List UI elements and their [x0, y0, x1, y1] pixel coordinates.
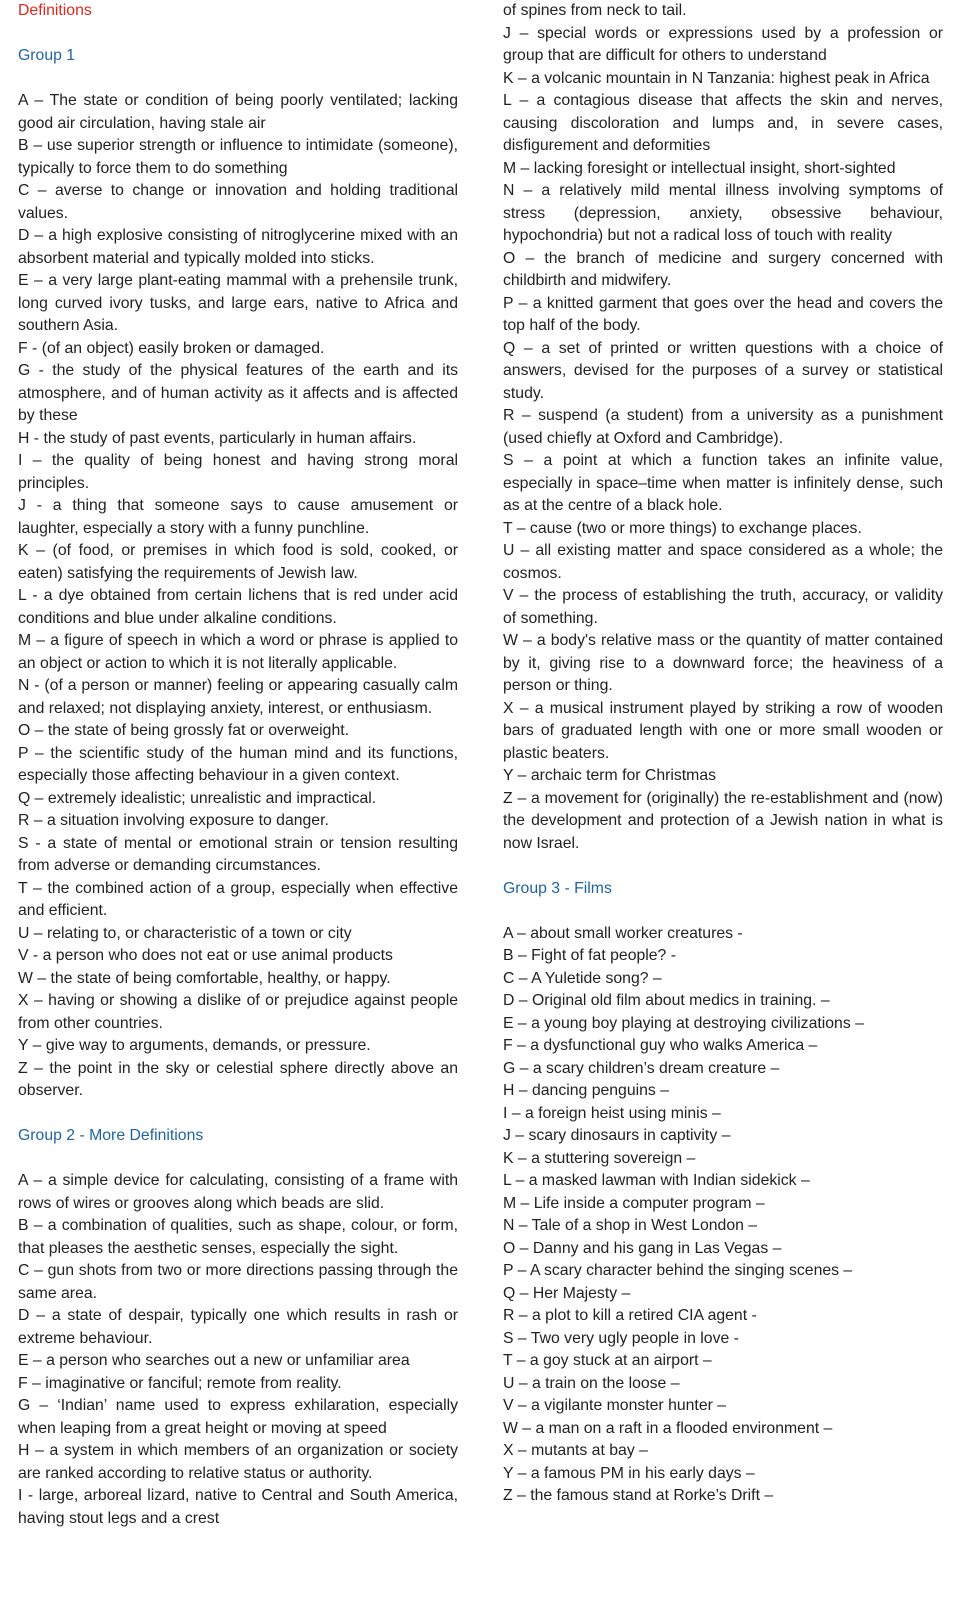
definition-item: Y – give way to arguments, demands, or pressure. [18, 1037, 371, 1054]
film-clue-item: D – Original old film about medics in training. – [503, 992, 830, 1009]
film-clue-item: C – A Yuletide song? – [503, 969, 662, 987]
film-clue-item: P – A scary character behind the singing scenes – [503, 1262, 853, 1279]
film-clue-item: U – a train on the loose – [503, 1374, 680, 1392]
film-clue-item: Q – Her Majesty – [503, 1284, 631, 1302]
definition-item: P – a knitted garment that goes over the head and covers the top half of the body. [503, 294, 943, 334]
definition-item: A – a simple device for calculating, consisting of a frame with rows of wires or grooves along which beads are slid. [18, 1172, 458, 1212]
definition-item: V - a person who does not eat or use animal products [18, 947, 393, 964]
definition-item: K – a volcanic mountain in N Tanzania: highest peak in Africa [503, 69, 930, 87]
definition-item: V – the process of establishing the truth, accuracy, or validity of something. [503, 587, 943, 627]
film-clue-item: V – a vigilante monster hunter – [503, 1397, 727, 1414]
film-clue-item: A – about small worker creatures - [503, 924, 743, 942]
definition-item: G - the study of the physical features of the earth and its atmosphere, and of human activity as it affects and is affected by these [18, 362, 458, 424]
group-3-heading: Group 3 - Films [503, 879, 612, 897]
left-column [18, 0, 458, 1530]
definition-item: N – a relatively mild mental illness involving symptoms of stress (depression, anxiety, obsessive behaviour, hypochondria) but not a radical loss of touch with reality [503, 182, 943, 244]
definition-item: E – a person who searches out a new or unfamiliar area [18, 1352, 410, 1369]
definition-item: G – ‘Indian’ name used to express exhilaration, especially when leaping from a great height or moving at speed [18, 1397, 458, 1437]
right-column [503, 0, 943, 1508]
definition-item: U – relating to, or characteristic of a town or city [18, 924, 352, 942]
group-3-films [503, 923, 943, 1508]
definition-item: B – use superior strength or influence to intimidate (someone), typically to force them to do something [18, 137, 458, 177]
definition-item: Q – extremely idealistic; unrealistic and impractical. [18, 789, 377, 807]
group-2-definitions-right [503, 23, 943, 856]
group-1-heading: Group 1 [18, 47, 76, 64]
definition-item: I – the quality of being honest and having strong moral principles. [18, 452, 458, 492]
definition-item: M – a figure of speech in which a word or phrase is applied to an object or action to which it is not literally applicable. [18, 632, 458, 672]
film-clue-item: M – Life inside a computer program – [503, 1194, 765, 1212]
film-clue-item: H – dancing penguins – [503, 1082, 669, 1099]
definition-item: M – lacking foresight or intellectual insight, short-sighted [503, 159, 896, 177]
definition-item: R – a situation involving exposure to danger. [18, 812, 329, 829]
film-clue-item: I – a foreign heist using minis – [503, 1104, 721, 1122]
group-2-heading: Group 2 - More Definitions [18, 1127, 204, 1144]
definition-item: W – the state of being comfortable, healthy, or happy. [18, 969, 391, 987]
film-clue-item: X – mutants at bay – [503, 1442, 648, 1459]
film-clue-item: G – a scary children’s dream creature – [503, 1059, 780, 1077]
definition-item: T – the combined action of a group, especially when effective and efficient. [18, 879, 458, 919]
definition-item: X – having or showing a dislike of or prejudice against people from other countries. [18, 992, 458, 1032]
definition-item: I - large, arboreal lizard, native to Central and South America, having stout legs and a crest [18, 1487, 458, 1527]
definition-item: K – (of food, or premises in which food is sold, cooked, or eaten) satisfying the requirements of Jewish law. [18, 542, 458, 582]
film-clue-item: O – Danny and his gang in Las Vegas – [503, 1239, 782, 1257]
definition-item: Z – a movement for (originally) the re-establishment and (now) the development and protection of a Jewish nation in what is now Israel. [503, 789, 943, 852]
definition-item: S – a point at which a function takes an infinite value, especially in space–time when matter is infinitely dense, such as at the centre of a black hole. [503, 452, 943, 514]
definition-item: C – gun shots from two or more directions passing through the same area. [18, 1262, 458, 1302]
definition-item: E – a very large plant-eating mammal with a prehensile trunk, long curved ivory tusks, and large ears, native to Africa and southern Asia. [18, 272, 458, 334]
definition-item: N - (of a person or manner) feeling or appearing casually calm and relaxed; not displaying anxiety, interest, or enthusiasm. [18, 677, 458, 717]
definition-item: W – a body's relative mass or the quantity of matter contained by it, giving rise to a downward force; the heaviness of a person or thing. [503, 632, 943, 694]
definition-item: F – imaginative or fanciful; remote from reality. [18, 1374, 342, 1392]
film-clue-item: L – a masked lawman with Indian sidekick – [503, 1172, 810, 1189]
film-clue-item: S – Two very ugly people in love - [503, 1329, 739, 1347]
definition-item: L - a dye obtained from certain lichens that is red under acid conditions and blue under alkaline conditions. [18, 587, 458, 627]
definition-item: T – cause (two or more things) to exchange places. [503, 519, 862, 537]
definition-item: L – a contagious disease that affects the skin and nerves, causing discoloration and lumps and, in severe cases, disfigurement and deformities [503, 92, 943, 154]
film-clue-item: J – scary dinosaurs in captivity – [503, 1127, 731, 1144]
definition-item: Z – the point in the sky or celestial sphere directly above an observer. [18, 1059, 458, 1099]
film-clue-item: T – a goy stuck at an airport – [503, 1352, 712, 1369]
definition-item: H - the study of past events, particularly in human affairs. [18, 429, 417, 447]
definition-item: Q – a set of printed or written questions with a choice of answers, devised for the purposes of a survey or statistical study. [503, 339, 943, 402]
group-1-definitions [18, 90, 458, 1103]
film-clue-item: N – Tale of a shop in West London – [503, 1217, 758, 1234]
definition-item: O – the state of being grossly fat or overweight. [18, 722, 350, 739]
film-clue-item: R – a plot to kill a retired CIA agent - [503, 1307, 757, 1324]
definition-item: H – a system in which members of an organization or society are ranked according to relative status or authority. [18, 1442, 458, 1482]
definition-item: Y – archaic term for Christmas [503, 767, 717, 784]
definition-item: D – a state of despair, typically one which results in rash or extreme behaviour. [18, 1307, 458, 1347]
definition-item: C – averse to change or innovation and holding traditional values. [18, 182, 458, 222]
definition-item: O – the branch of medicine and surgery concerned with childbirth and midwifery. [503, 249, 943, 289]
film-clue-item: E – a young boy playing at destroying civilizations – [503, 1014, 864, 1032]
definition-item: S - a state of mental or emotional strain or tension resulting from adverse or demanding circumstances. [18, 834, 458, 874]
definition-item: A – The state or condition of being poorly ventilated; lacking good air circulation, having stale air [18, 92, 458, 132]
definition-item: J – special words or expressions used by a profession or group that are difficult for others to understand [503, 24, 943, 64]
group-2-continuation: of spines from neck to tail. [503, 2, 687, 19]
film-clue-item: F – a dysfunctional guy who walks America – [503, 1037, 818, 1054]
film-clue-item: K – a stuttering sovereign – [503, 1149, 696, 1167]
film-clue-item: W – a man on a raft in a flooded environment – [503, 1419, 833, 1437]
definition-item: D – a high explosive consisting of nitroglycerine mixed with an absorbent material and typically molded into sticks. [18, 227, 458, 267]
definition-item: P – the scientific study of the human mind and its functions, especially those affecting behaviour in a given context. [18, 744, 458, 784]
definition-item: F - (of an object) easily broken or damaged. [18, 339, 325, 357]
definition-item: X – a musical instrument played by striking a row of wooden bars of graduated length with one or more small wooden or plastic beaters. [503, 699, 943, 762]
document-title: Definitions [18, 2, 92, 19]
definition-item: R – suspend (a student) from a university as a punishment (used chiefly at Oxford and Cambridge). [503, 407, 943, 447]
definition-item: B – a combination of qualities, such as shape, colour, or form, that pleases the aesthetic senses, especially the sight. [18, 1217, 458, 1257]
film-clue-item: Z – the famous stand at Rorke’s Drift – [503, 1487, 774, 1504]
film-clue-item: B – Fight of fat people? - [503, 947, 676, 964]
definition-item: U – all existing matter and space considered as a whole; the cosmos. [503, 542, 943, 582]
film-clue-item: Y – a famous PM in his early days – [503, 1464, 755, 1482]
definition-item: J - a thing that someone says to cause amusement or laughter, especially a story with a funny punchline. [18, 497, 458, 537]
group-2-definitions-left [18, 1170, 458, 1530]
